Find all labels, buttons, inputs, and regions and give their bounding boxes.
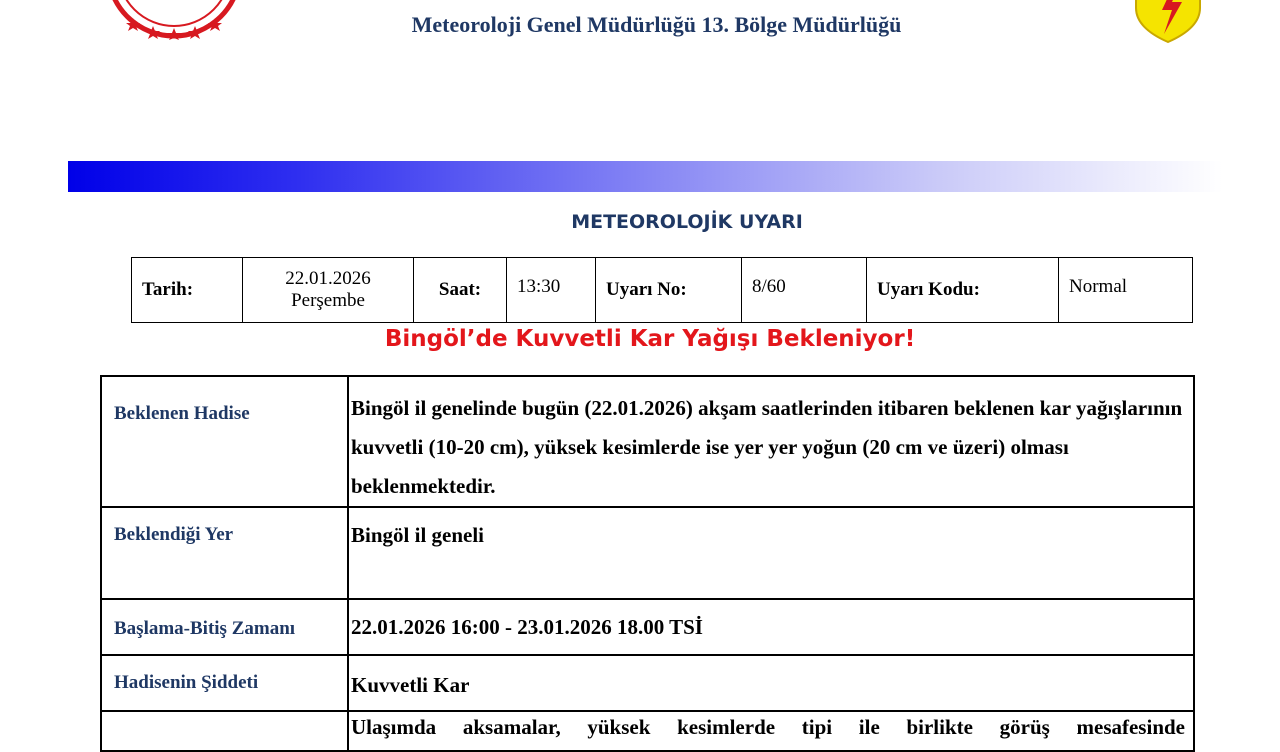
organization-title: Meteoroloji Genel Müdürlüğü 13. Bölge Müdürlüğü (411, 12, 902, 37)
warning-code-label: Uyarı Kodu: (867, 258, 1059, 323)
warning-no-label: Uyarı No: (596, 258, 742, 323)
warning-code-value: Normal (1059, 258, 1193, 323)
location-value: Bingöl il geneli (348, 507, 1194, 599)
alert-title: Bingöl’de Kuvvetli Kar Yağışı Bekleniyor! (384, 326, 916, 352)
severity-value: Kuvvetli Kar (348, 655, 1194, 711)
impact-value: Ulaşımda aksamalar, yüksek kesimlerde tipi ile birlikte görüş mesafesinde (348, 711, 1194, 751)
detail-row-impact (101, 711, 1194, 751)
detail-row-location (101, 507, 1194, 599)
time-label: Saat: (414, 258, 507, 323)
header-gradient-bar (68, 161, 1223, 192)
impact-label (101, 711, 348, 751)
severity-label: Hadisenin Şiddeti (101, 655, 348, 711)
warning-info-table (131, 257, 1193, 323)
time-range-value: 22.01.2026 16:00 - 23.01.2026 18.00 TSİ (348, 599, 1194, 655)
warning-no-value: 8/60 (742, 258, 867, 323)
time-range-label: Başlama-Bitiş Zamanı (101, 599, 348, 655)
date-value: 22.01.2026 (285, 268, 371, 289)
time-value: 13:30 (507, 258, 596, 323)
date-cell (243, 258, 414, 323)
date-label: Tarih: (132, 258, 243, 323)
expected-event-value: Bingöl il genelinde bugün (22.01.2026) akşam saatlerinden itibaren beklenen kar yağışlarının kuvvetli (10-20 cm), yüksek kesimlerde ise yer yer yoğun (20 cm ve üzeri) olması beklenmektedir. (348, 376, 1194, 507)
location-label: Beklendiği Yer (101, 507, 348, 599)
expected-event-label: Beklenen Hadise (101, 376, 348, 507)
day-value: Perşembe (291, 290, 365, 311)
warning-details-table (100, 375, 1195, 752)
warning-heading: METEOROLOJİK UYARI (571, 211, 803, 233)
detail-row-expected-event (101, 376, 1194, 507)
detail-row-time-range (101, 599, 1194, 655)
detail-row-severity (101, 655, 1194, 711)
